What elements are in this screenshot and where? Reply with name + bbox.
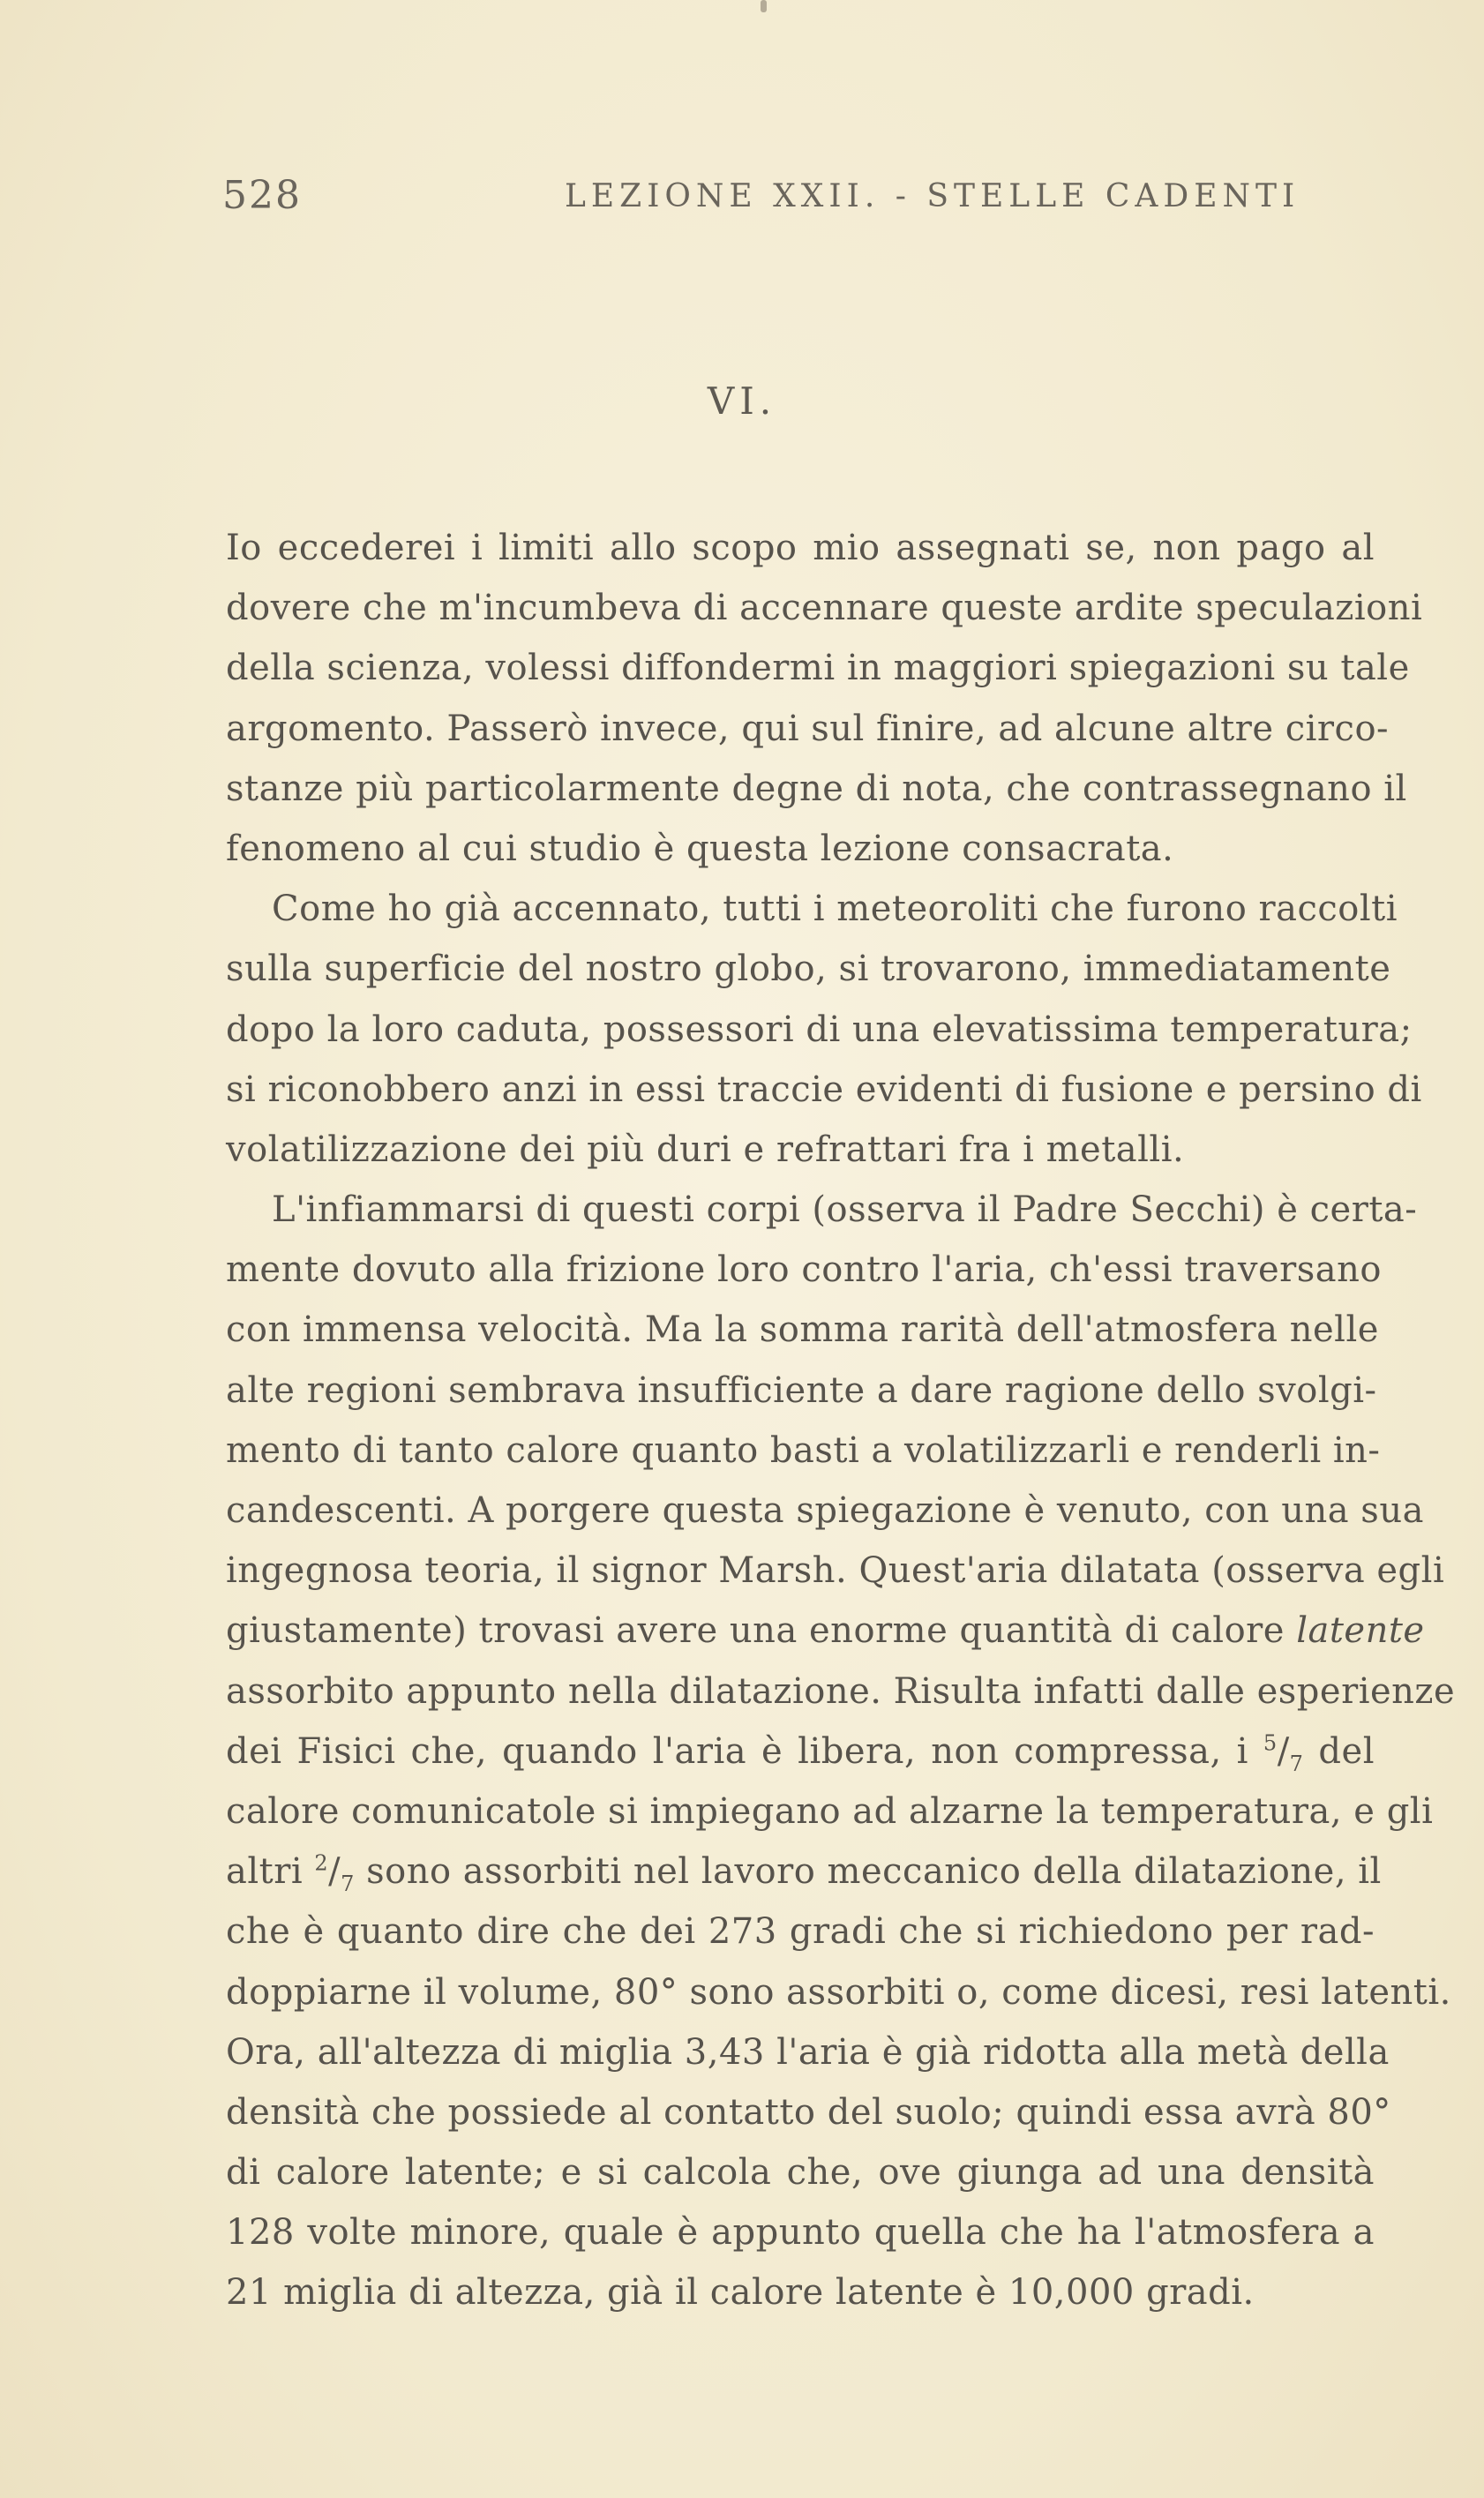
text-line: candescenti. A porgere questa spiegazione è venuto, con una sua bbox=[226, 1490, 1424, 1531]
fraction-numerator: 5 bbox=[1263, 1730, 1278, 1756]
text-line: fenomeno al cui studio è questa lezione consacrata. bbox=[226, 828, 1174, 869]
text-line: si riconobbero anzi in essi traccie evidenti di fusione e persino di bbox=[226, 1069, 1422, 1110]
text-line: Come ho già accennato, tutti i meteoroliti che furono raccolti bbox=[272, 889, 1398, 930]
text-line: della scienza, volessi diffondermi in maggiori spiegazioni su tale bbox=[226, 648, 1410, 689]
body-text bbox=[226, 518, 1456, 2323]
text-line: che è quanto dire che dei 273 gradi che si richiedono per rad- bbox=[226, 1911, 1375, 1953]
fraction-denominator: 7 bbox=[341, 1872, 355, 1897]
text-line: calore comunicatole si impiegano ad alzarne la temperatura, e gli bbox=[226, 1790, 1434, 1832]
paper-speck bbox=[761, 0, 767, 12]
section-number: VI. bbox=[707, 379, 777, 423]
text-line: densità che possiede al contatto del suolo; quindi essa avrà 80° bbox=[226, 2091, 1391, 2133]
text-line: 21 miglia di altezza, già il calore latente è 10,000 gradi. bbox=[226, 2272, 1255, 2314]
text-line: con immensa velocità. Ma la somma rarità dell'atmosfera nelle bbox=[226, 1309, 1379, 1351]
text-line: mente dovuto alla frizione loro contro l'aria, ch'essi traversano bbox=[226, 1249, 1382, 1291]
text-line: doppiarne il volume, 80° sono assorbiti o, come dicesi, resi latenti. bbox=[226, 1971, 1451, 2013]
fraction-numerator: 2 bbox=[314, 1850, 329, 1876]
fraction-denominator: 7 bbox=[1289, 1751, 1304, 1776]
text-line: stanze più particolarmente degne di nota, che contrassegnano il bbox=[226, 768, 1407, 809]
text-line: L'infiammarsi di questi corpi (osserva il Padre Secchi) è certa- bbox=[272, 1189, 1418, 1231]
text-line: argomento. Passerò invece, qui sul finire, ad alcune altre circo- bbox=[226, 708, 1390, 749]
text-line: mento di tanto calore quanto basti a volatilizzarli e renderli in- bbox=[226, 1429, 1381, 1471]
text-line: dopo la loro caduta, possessori di una elevatissima temperatura; bbox=[226, 1009, 1413, 1050]
text-line: alte regioni sembrava insufficiente a dare ragione dello svolgi- bbox=[226, 1369, 1377, 1411]
page-number: 528 bbox=[222, 173, 302, 218]
running-head: LEZIONE XXII. - STELLE CADENTI bbox=[565, 178, 1300, 214]
text-line: altri $^2/_7$ sono assorbiti nel lavoro meccanico della dilatazione, il bbox=[226, 1850, 1382, 1897]
text-line: dei Fisici che, quando l'aria è libera, non compressa, i $^5/_7$ del bbox=[226, 1730, 1375, 1776]
text-line: 128 volte minore, quale è appunto quella che ha l'atmosfera a bbox=[226, 2212, 1375, 2254]
text-line: Ora, all'altezza di miglia 3,43 l'aria è già ridotta alla metà della bbox=[226, 2031, 1390, 2073]
text-line: volatilizzazione dei più duri e refrattari fra i metalli. bbox=[226, 1129, 1185, 1170]
italic-word: latente bbox=[1296, 1610, 1425, 1652]
text-line: assorbito appunto nella dilatazione. Risulta infatti dalle esperienze bbox=[226, 1670, 1456, 1712]
text-line: sulla superficie del nostro globo, si trovarono, immediatamente bbox=[226, 949, 1391, 990]
text-line: Io eccederei i limiti allo scopo mio assegnati se, non pago al bbox=[226, 528, 1375, 568]
text-line: di calore latente; e si calcola che, ove giunga ad una densità bbox=[226, 2152, 1375, 2194]
fraction-slash: / bbox=[1277, 1730, 1290, 1772]
text-line: dovere che m'incumbeva di accennare queste ardite speculazioni bbox=[226, 588, 1423, 629]
fraction-slash: / bbox=[328, 1851, 341, 1893]
page-header bbox=[0, 173, 1484, 226]
text-line: ingegnosa teoria, il signor Marsh. Quest'aria dilatata (osserva egli bbox=[226, 1550, 1445, 1592]
text-line: giustamente) trovasi avere una enorme quantità di calore latente bbox=[226, 1610, 1425, 1652]
